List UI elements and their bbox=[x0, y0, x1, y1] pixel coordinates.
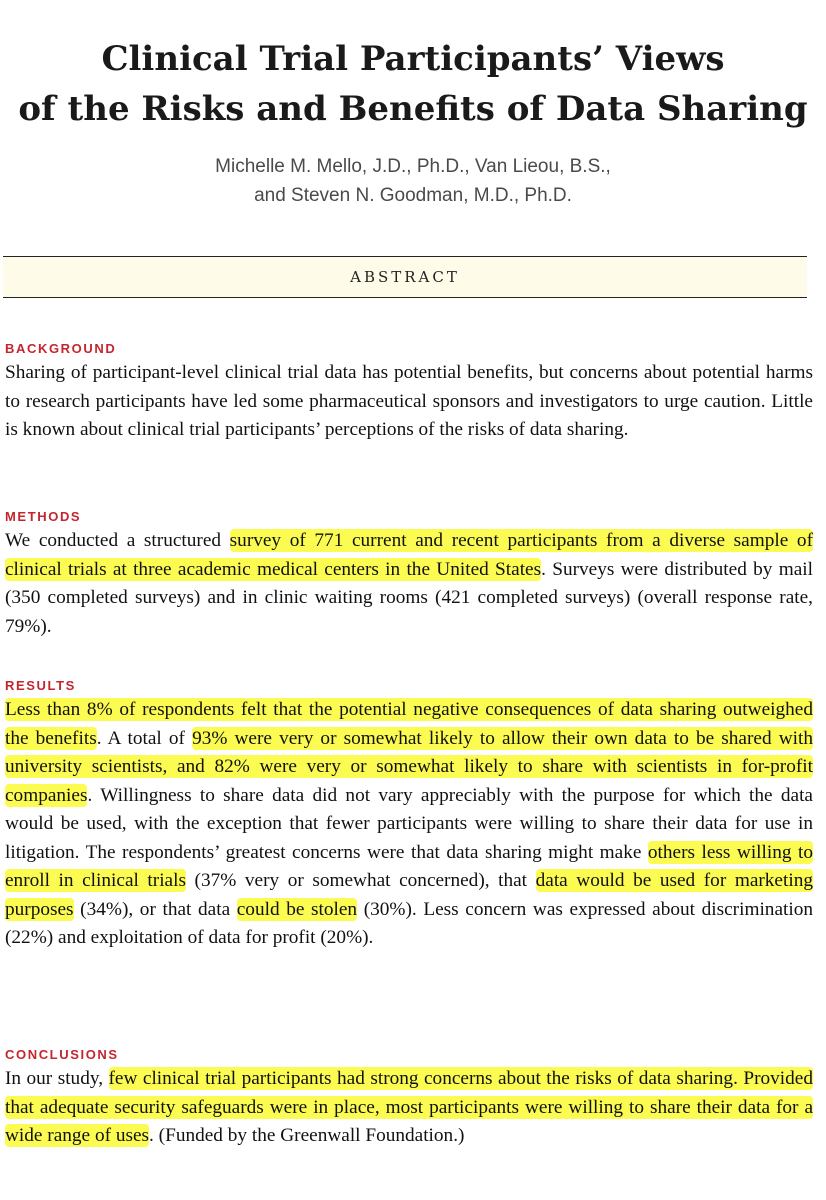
results-text bbox=[5, 696, 813, 953]
results-highlight-2: 93% were very or somewhat likely to allow their own data to be shared with university scientists, and 82% were very or somewhat likely to share with scientists in for-profit companies bbox=[5, 727, 813, 806]
conclusions-section bbox=[5, 1047, 813, 1151]
conclusions-highlight-1: few clinical trial participants had strong concerns about the risks of data sharing. Provided that adequate security safeguards were in place, most participants were willing to share their data for a wide range of uses bbox=[5, 1068, 813, 1146]
results-text-3: (37% very or somewhat concerned), that bbox=[185, 870, 536, 891]
abstract-label: ABSTRACT bbox=[350, 268, 460, 286]
results-highlight-3: others less willing to enroll in clinical trials bbox=[5, 841, 813, 891]
results-highlight-5: could be stolen bbox=[236, 898, 358, 920]
methods-section bbox=[5, 509, 813, 641]
title-line-2: of the Risks and Benefits of Data Sharing bbox=[18, 89, 808, 129]
results-text-1: . A total of bbox=[96, 727, 193, 749]
methods-text-2: . Surveys were distributed by mail (350 completed surveys) and in clinic waiting rooms (421 completed surveys) (overall response rate, 79%). bbox=[5, 558, 813, 637]
methods-text bbox=[5, 527, 813, 641]
conclusions-text bbox=[5, 1065, 813, 1151]
paper-title bbox=[0, 34, 826, 134]
results-heading: RESULTS bbox=[5, 678, 76, 693]
results-section bbox=[5, 678, 813, 953]
conclusions-text-1: In our study, bbox=[5, 1068, 109, 1089]
background-heading: BACKGROUND bbox=[5, 341, 117, 356]
authors-line-2: and Steven N. Goodman, M.D., Ph.D. bbox=[254, 185, 572, 206]
results-text-2: . Willingness to share data did not vary appreciably with the purpose for which the data would be used, with the exception that fewer participants were willing to share their data for use in litigation. The respondents’ greatest concerns were that data sharing might make bbox=[5, 784, 813, 863]
methods-text-1: We conducted a structured bbox=[5, 530, 230, 551]
author-list bbox=[0, 152, 826, 210]
title-line-1: Clinical Trial Participants’ Views bbox=[101, 39, 725, 79]
results-highlight-1: Less than 8% of respondents felt that the potential negative consequences of data sharing outweighed the benefits bbox=[5, 699, 813, 749]
conclusions-heading: CONCLUSIONS bbox=[5, 1047, 119, 1062]
background-text: Sharing of participant-level clinical trial data has potential benefits, but concerns about potential harms to research participants have led some pharmaceutical sponsors and investigators to urge caution. Little is known about clinical trial participants’ perceptions of the risks of data sharing. bbox=[5, 362, 813, 440]
abstract-header-bar bbox=[3, 256, 807, 298]
authors-line-1: Michelle M. Mello, J.D., Ph.D., Van Lieou, B.S., bbox=[215, 156, 611, 177]
background-section bbox=[5, 341, 813, 445]
methods-heading: METHODS bbox=[5, 509, 82, 524]
results-text-5: (30%). Less concern was expressed about discrimination (22%) and exploitation of data for profit (20%). bbox=[5, 898, 813, 948]
methods-highlight-1: survey of 771 current and recent participants from a diverse sample of clinical trials at three academic medical centers in the United States bbox=[5, 530, 813, 580]
results-highlight-4: data would be used for marketing purposes bbox=[5, 870, 813, 920]
results-text-4: (34%), or that data bbox=[73, 898, 237, 920]
conclusions-text-2: . (Funded by the Greenwall Foundation.) bbox=[149, 1125, 465, 1146]
